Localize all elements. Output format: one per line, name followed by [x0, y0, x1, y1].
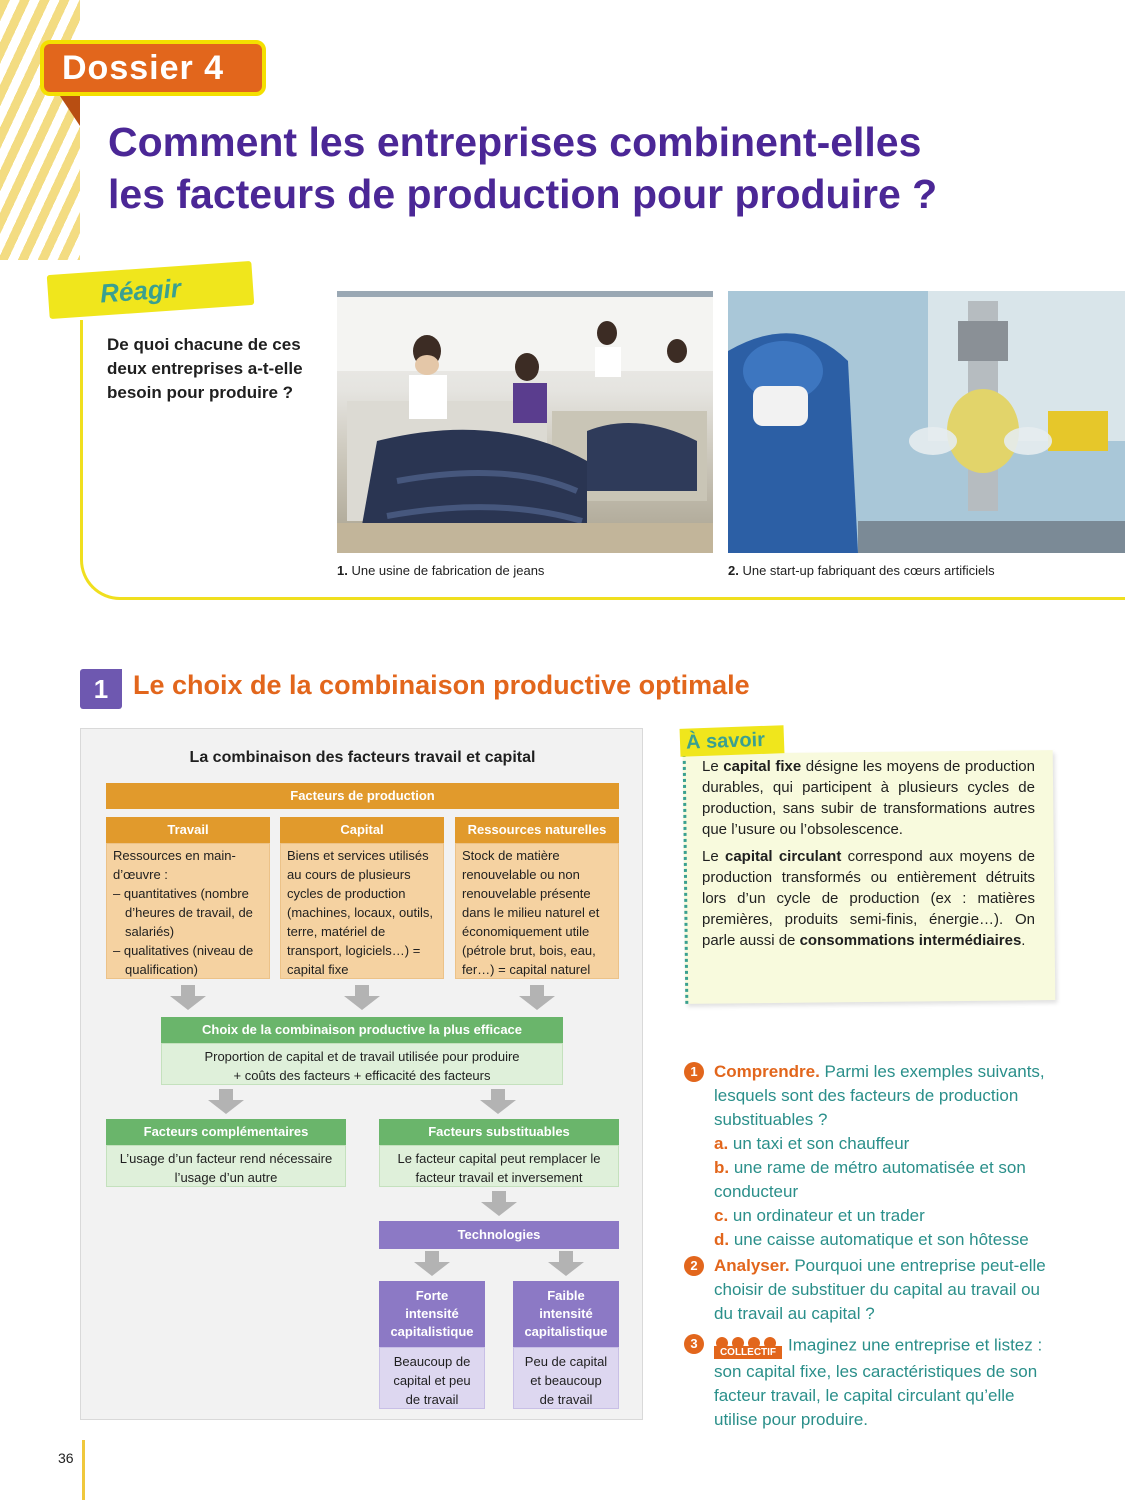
substitutable-body: Le facteur capital peut remplacer le facteur travail et inversement	[379, 1145, 619, 1187]
list-item: c. un ordinateur et un trader	[714, 1206, 925, 1225]
dossier-tab	[40, 40, 266, 96]
caption-photo-1: 1. Une usine de fabrication de jeans	[337, 563, 545, 578]
jeans-factory-illustration	[337, 291, 713, 553]
travail-body: Ressources en main- d’œuvre : – quantitatives (nombre d’heures de travail, de salariés) – qualitatives (niveau de qualification)	[106, 843, 270, 979]
decorative-stripes	[0, 0, 80, 260]
collectif-icon: COLLECTIF	[714, 1332, 784, 1360]
question-2: 2 Analyser. Pourquoi une entreprise peut-elle choisir de substituer du capital au travail ou du travail au capital ?	[684, 1254, 1054, 1326]
page-number: 36	[58, 1450, 74, 1466]
question-number: 1	[684, 1062, 704, 1082]
reagir-question: De quoi chacune de ces deux entreprises a-t-elle besoin pour produire ?	[107, 335, 303, 402]
high-intensity-header: Forte intensité capitalistique	[379, 1281, 485, 1347]
startup-lab-illustration	[728, 291, 1125, 553]
caption-photo-2: 2. Une start-up fabriquant des cœurs artificiels	[728, 563, 995, 578]
list-item: a. un taxi et son chauffeur	[714, 1134, 910, 1153]
reagir-tag: Réagir	[47, 261, 255, 319]
diagram-title: La combinaison des facteurs travail et capital	[189, 749, 536, 766]
a-savoir-paragraph-1: Le capital fixe désigne les moyens de production durables, qui participent à plusieurs cycles de production, sans subir de transformations autres que l’usure ou l’obsolescence.	[702, 758, 1035, 838]
question-1: 1 Comprendre. Parmi les exemples suivants, lesquels sont des facteurs de production substituables ? a. un taxi et son chauffeur b. une rame de métro automatisée et son conducteur c. un ordinateur et un trader d. une caisse automatique et son hôtesse	[684, 1060, 1054, 1252]
capital-body: Biens et services utilisés au cours de plusieurs cycles de production (machines, locaux, outils, terre, matériel de transport, logiciels…) = capital fixe	[280, 843, 444, 979]
capital-header: Capital	[280, 817, 444, 843]
complementary-body: L’usage d’un facteur rend nécessaire l’usage d’un autre	[106, 1145, 346, 1187]
ressources-naturelles-body: Stock de matière renouvelable ou non renouvelable présente dans le milieu naturel et économiquement utile (pétrole brut, bois, eau, fer…) = capital naturel	[455, 843, 619, 979]
list-item: b. une rame de métro automatisée et son conducteur	[714, 1158, 1026, 1201]
section-title: Le choix de la combinaison productive optimale	[133, 670, 750, 700]
choice-header: Choix de la combinaison productive la plus efficace	[161, 1017, 563, 1043]
question-number: 3	[684, 1334, 704, 1354]
a-savoir-paragraph-2: Le capital circulant correspond aux moyens de production transformés ou entièrement détruits lors d’un cycle de production (ex : matières premières, produits semi-finis, énergie…). On parle aussi de consommations intermédiaires.	[702, 848, 1035, 949]
list-item: d. une caisse automatique et son hôtesse	[714, 1230, 1029, 1249]
factors-root-header: Facteurs de production	[106, 783, 619, 809]
travail-header: Travail	[106, 817, 270, 843]
question-number: 2	[684, 1256, 704, 1276]
photo-artificial-heart-startup	[728, 291, 1125, 553]
choice-body: Proportion de capital et de travail utilisée pour produire + coûts des facteurs + efficacité des facteurs	[161, 1043, 563, 1085]
ressources-naturelles-header: Ressources naturelles	[455, 817, 619, 843]
technologies-header: Technologies	[379, 1221, 619, 1249]
complementary-header: Facteurs complémentaires	[106, 1119, 346, 1145]
page-title: Comment les entreprises combinent-elles les facteurs de production pour produire ?	[108, 119, 938, 217]
production-factors-diagram	[80, 728, 643, 1420]
section-number: 1	[80, 669, 122, 709]
low-intensity-header: Faible intensité capitalistique	[513, 1281, 619, 1347]
page-line	[82, 1440, 85, 1500]
high-intensity-body: Beaucoup de capital et peu de travail	[379, 1347, 485, 1409]
dossier-label: Dossier 4	[62, 48, 225, 87]
photo-jeans-factory	[337, 291, 713, 553]
question-3: 3 COLLECTIF Imaginez une entreprise et listez : son capital fixe, les caractéristiques de son facteur travail, le capital circulant qu’elle utilise pour produire.	[684, 1332, 1054, 1432]
a-savoir-text	[702, 756, 1035, 957]
a-savoir-tag: À savoir	[680, 725, 785, 757]
tab-fold	[60, 96, 80, 126]
substitutable-header: Facteurs substituables	[379, 1119, 619, 1145]
low-intensity-body: Peu de capital et beaucoup de travail	[513, 1347, 619, 1409]
